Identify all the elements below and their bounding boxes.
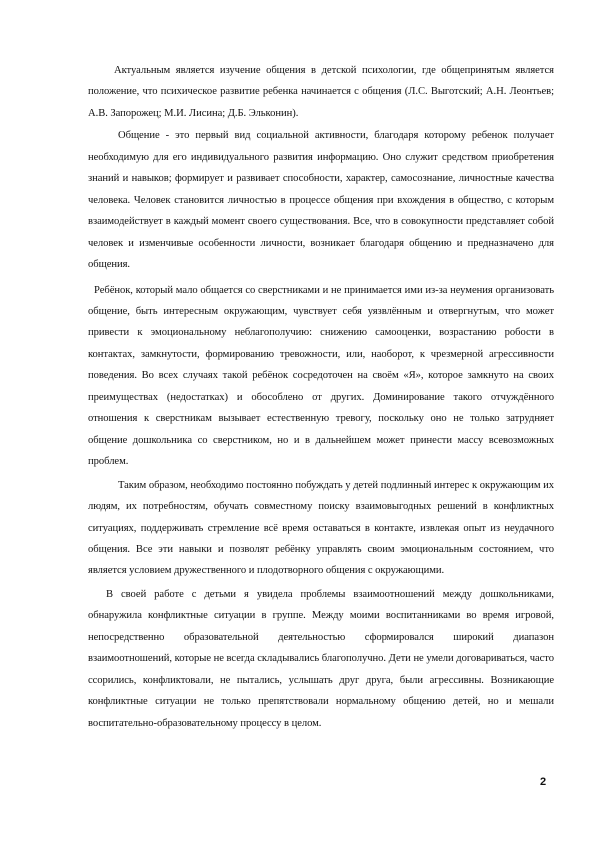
paragraph-2: Общение - это первый вид социальной активности, благодаря которому ребенок получает необходимую для его индивидуального развития информацию. Оно служит средством приобретения знаний и навыков; формирует и развивает способности, характер, самосознание, личностные качества человека. Человек становится личностью в процессе общения при вхождения в общество, с которым взаимодействует в каждый момент своего существования. Все, что в совокупности представляет собой человек и изменчивые особенности личности, возникает благодаря общению и предназначено для общения. [88,130,554,271]
page-number: 2 [540,776,547,788]
paragraph-4: Таким образом, необходимо постоянно побуждать у детей подлинный интерес к окружающим их людям, их потребностям, обучать совместному поиску взаимовыгодных решений в конфликтных ситуациях, поддерживать стремление всё время оставаться в контакте, извлекая опыт из неудачного общения. Все эти навыки и позволят ребёнку управлять своим эмоциональным состоянием, что является условием дружественного и плодотворного общения с окружающими. [88,479,554,577]
paragraph-3: Ребёнок, который мало общается со сверстниками и не принимается ими из-за неумения организовать общение, быть интересным окружающим, чувствует себя уязвлённым и отвергнутым, что может привести к эмоциональному неблагополучию: снижению самооценки, возрастанию робости в контактах, замкнутости, формированию тревожности, или, наоборот, к чрезмерной агрессивности поведения. Во всех случаях такой ребёнок сосредоточен на своём «Я», которое замкнуто на своих преимуществах (недостатках) и обособлено от других. Доминирование такого отчуждённого отношения к сверстникам вызывает естественную тревогу, поскольку оно не только затрудняет общение дошкольника со сверстником, но и в дальнейшем может принести массу всевозможных проблем. [88,284,554,468]
document-body [88,60,554,734]
paragraph-1: Актуальным является изучение общения в детской психологии, где общепринятым является положение, что психическое развитие ребенка начинается с общения (Л.С. Выготский; А.Н. Леонтьев; А.В. Запорожец; М.И. Лисина; Д.Б. Эльконин). [88,65,554,119]
paragraph-5: В своей работе с детьми я увидела проблемы взаимоотношений между дошкольниками, обнаружила конфликтные ситуации в группе. Между моими воспитанниками во время игровой, непосредственно образовательной деятельностью сформировался широкий диапазон взаимоотношений, которые не всегда складывались благополучно. Дети не умели договариваться, часто ссорились, конфликтовали, не пытались, услышать друг друга, были агрессивны. Возникающие конфликтные ситуации не только препятствовали нормальному общению детей, но и мешали воспитательно-образовательному процессу в целом. [88,588,554,729]
